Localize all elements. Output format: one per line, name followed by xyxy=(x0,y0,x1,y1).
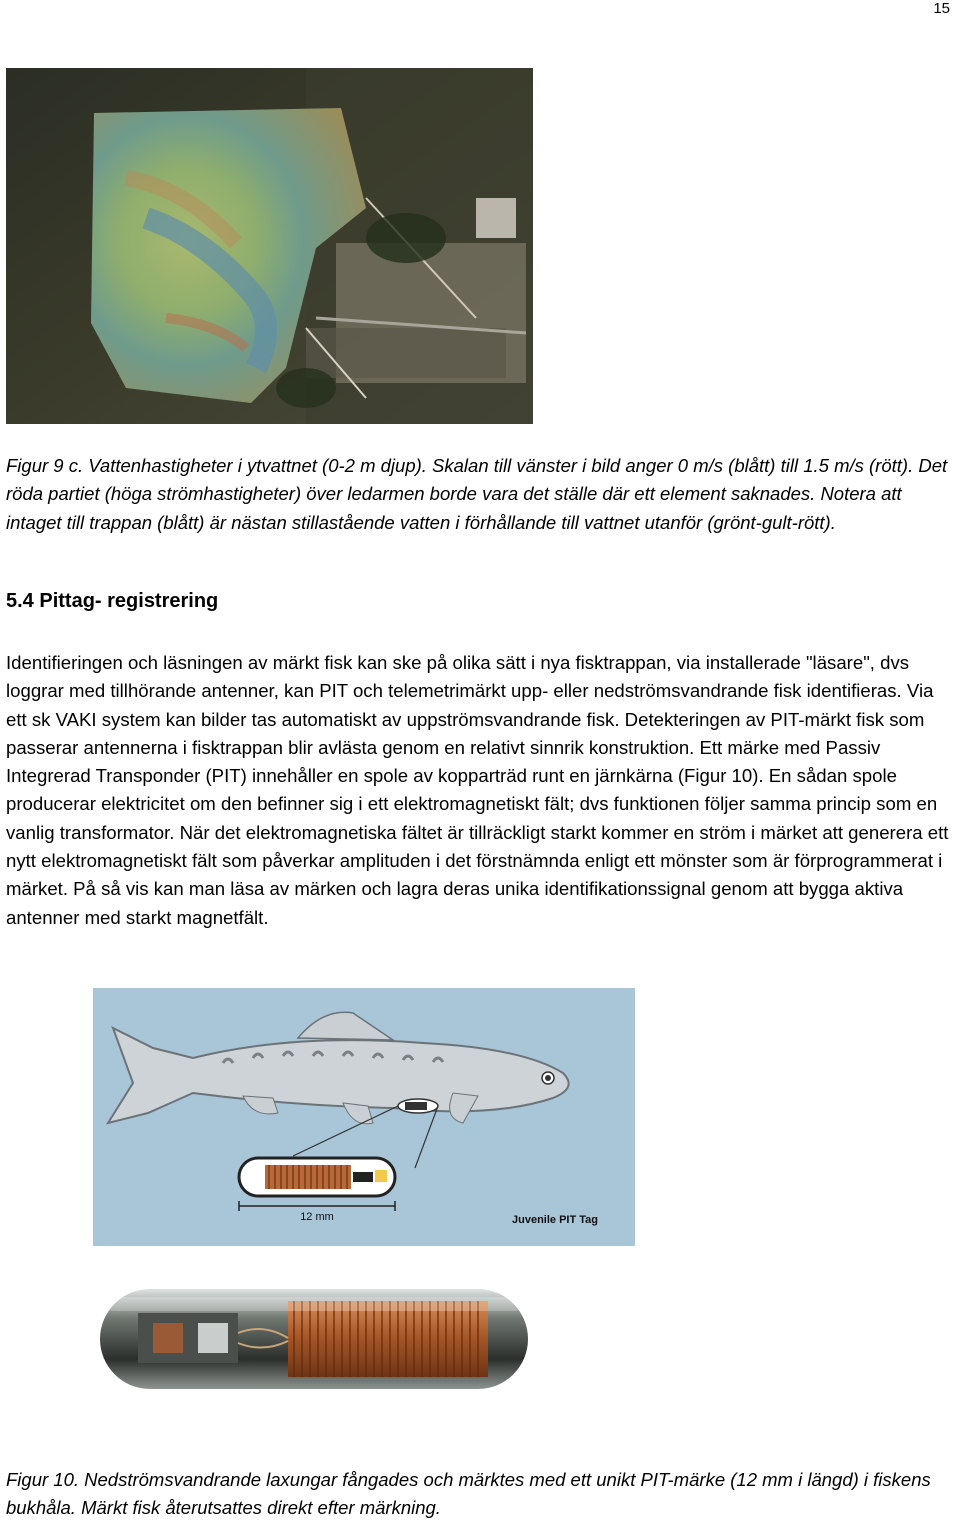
fish-pit-tag-illustration xyxy=(93,988,635,1246)
figure-10-caption: Figur 10. Nedströmsvandrande laxungar fångades och märktes med ett unikt PIT-märke (12 mm i längd) i fiskens bukhåla. Märkt fisk återutsattes direkt efter märkning. xyxy=(6,1469,931,1519)
pit-tag-photo-image xyxy=(98,1283,530,1396)
section-heading: 5.4 Pittag- registrering xyxy=(6,590,219,612)
scale-label: 12 mm xyxy=(300,1211,334,1223)
aerial-velocity-map-image xyxy=(6,68,533,424)
section-body-paragraph: Identifieringen och läsningen av märkt fisk kan ske på olika sätt i nya fisktrappan, via installerade "läsare", dvs loggrar med tillhörande antenner, kan PIT och telemetrimärkt upp- eller nedströmsvandrande fisk identifieras. Via ett sk VAKI system kan bilder tas automatiskt av uppströmsvandrande fisk. Detekteringen av PIT-märkt fisk som passerar antennerna i fisktrappan blir avlästa genom en relativt sinnrik konstruktion. Ett märke med Passiv Integrerad Transponder (PIT) innehåller en spole av kopparträd runt en järnkärna (Figur 10). En sådan spole producerar elektricitet om den befinner sig i ett elektromagnetiskt fält; dvs funktionen följer samma princip som en vanlig transformator. När det elektromagnetiska fältet är tillräckligt starkt kommer en ström i märket att generera ett nytt elektromagnetiskt fält som påverkar amplituden i det förstnämnda enligt ett mönster som är förprogrammerat i märket. På så vis kan man läsa av märken och lagra deras unika identifikationssignal genom att bygga aktiva antenner med starkt magnetfält. xyxy=(6,652,949,928)
page-number: 15 xyxy=(933,0,950,17)
figure-9c-caption: Figur 9 c. Vattenhastigheter i ytvattnet (0-2 m djup). Skalan till vänster i bild anger 0 m/s (blått) till 1.5 m/s (rött). Det röda partiet (höga strömhastigheter) över ledarmen borde vara det ställe där ett element saknades. Notera att intaget till trappan (blått) är nästan stillastående vatten i förhållande till vattnet utanför (grönt-gult-rött). xyxy=(6,455,948,533)
tag-label: Juvenile PIT Tag xyxy=(512,1214,598,1226)
